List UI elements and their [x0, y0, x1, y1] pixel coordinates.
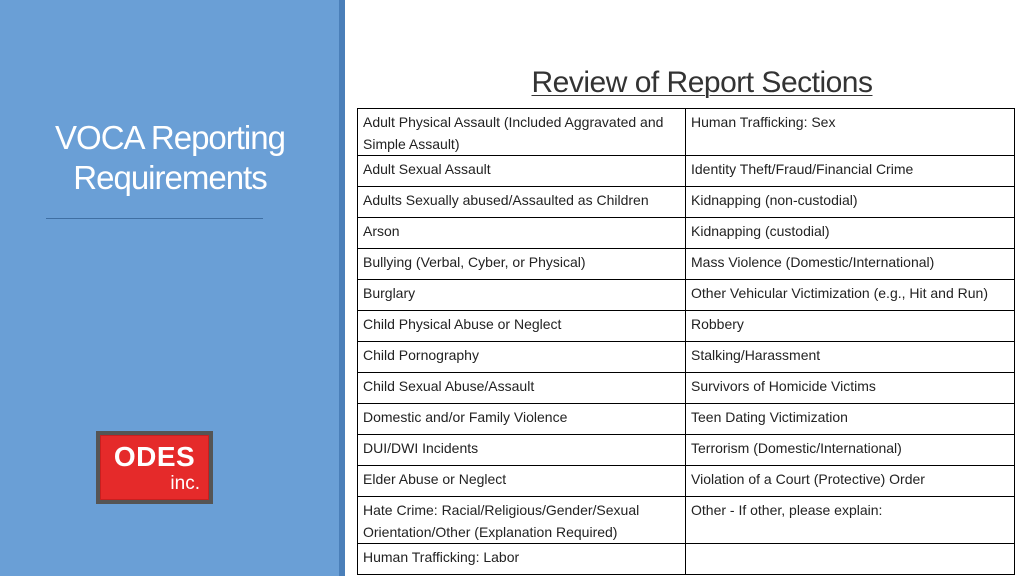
- table-row: [358, 544, 1015, 575]
- table-cell-right: Other - If other, please explain:: [686, 497, 1015, 544]
- logo-sub-text: inc.: [170, 473, 200, 494]
- table-cell-right: Kidnapping (non-custodial): [686, 187, 1015, 218]
- table-cell-right: Stalking/Harassment: [686, 342, 1015, 373]
- table-row: [358, 249, 1015, 280]
- table-cell-left: Arson: [358, 218, 686, 249]
- odes-logo-badge: [100, 435, 209, 500]
- table-cell-left: Adult Sexual Assault: [358, 156, 686, 187]
- table-cell-left: Domestic and/or Family Violence: [358, 404, 686, 435]
- table-row: [358, 218, 1015, 249]
- table-cell-right: Teen Dating Victimization: [686, 404, 1015, 435]
- report-sections-body: [358, 109, 1015, 575]
- table-cell-right: Other Vehicular Victimization (e.g., Hit and Run): [686, 280, 1015, 311]
- report-sections-table: [357, 108, 1015, 575]
- table-cell-left: Child Physical Abuse or Neglect: [358, 311, 686, 342]
- table-row: [358, 109, 1015, 156]
- table-cell-right: Mass Violence (Domestic/International): [686, 249, 1015, 280]
- table-row: [358, 342, 1015, 373]
- table-cell-right: Human Trafficking: Sex: [686, 109, 1015, 156]
- table-cell-right: Survivors of Homicide Victims: [686, 373, 1015, 404]
- table-cell-left: Bullying (Verbal, Cyber, or Physical): [358, 249, 686, 280]
- odes-logo: [96, 431, 213, 504]
- table-cell-left: Adults Sexually abused/Assaulted as Children: [358, 187, 686, 218]
- sidebar-panel: [0, 0, 339, 576]
- sidebar-title-line1: VOCA Reporting: [55, 119, 285, 156]
- table-cell-right: Robbery: [686, 311, 1015, 342]
- table-cell-right: [686, 544, 1015, 575]
- table-cell-right: Kidnapping (custodial): [686, 218, 1015, 249]
- table-row: [358, 280, 1015, 311]
- table-cell-left: Burglary: [358, 280, 686, 311]
- table-cell-left: Child Pornography: [358, 342, 686, 373]
- table-cell-right: Terrorism (Domestic/International): [686, 435, 1015, 466]
- sidebar-edge: [339, 0, 345, 576]
- table-row: [358, 497, 1015, 544]
- logo-main-text: ODES: [113, 441, 196, 472]
- page-title-text: Review of Report Sections: [531, 66, 873, 99]
- table-row: [358, 435, 1015, 466]
- table-row: [358, 187, 1015, 218]
- table-cell-left: Human Trafficking: Labor: [358, 544, 686, 575]
- sidebar-title-line2: Requirements: [73, 159, 267, 196]
- table-row: [358, 373, 1015, 404]
- table-row: [358, 311, 1015, 342]
- table-cell-right: Identity Theft/Fraud/Financial Crime: [686, 156, 1015, 187]
- sidebar-title: [20, 118, 320, 198]
- table-cell-left: Hate Crime: Racial/Religious/Gender/Sexual Orientation/Other (Explanation Required): [358, 497, 686, 544]
- table-row: [358, 466, 1015, 497]
- table-cell-left: Adult Physical Assault (Included Aggravated and Simple Assault): [358, 109, 686, 156]
- table-cell-left: Elder Abuse or Neglect: [358, 466, 686, 497]
- table-cell-right: Violation of a Court (Protective) Order: [686, 466, 1015, 497]
- table-row: [358, 156, 1015, 187]
- table-row: [358, 404, 1015, 435]
- page-title: [352, 64, 1024, 102]
- table-cell-left: Child Sexual Abuse/Assault: [358, 373, 686, 404]
- table-cell-left: DUI/DWI Incidents: [358, 435, 686, 466]
- sidebar-divider: [46, 218, 263, 219]
